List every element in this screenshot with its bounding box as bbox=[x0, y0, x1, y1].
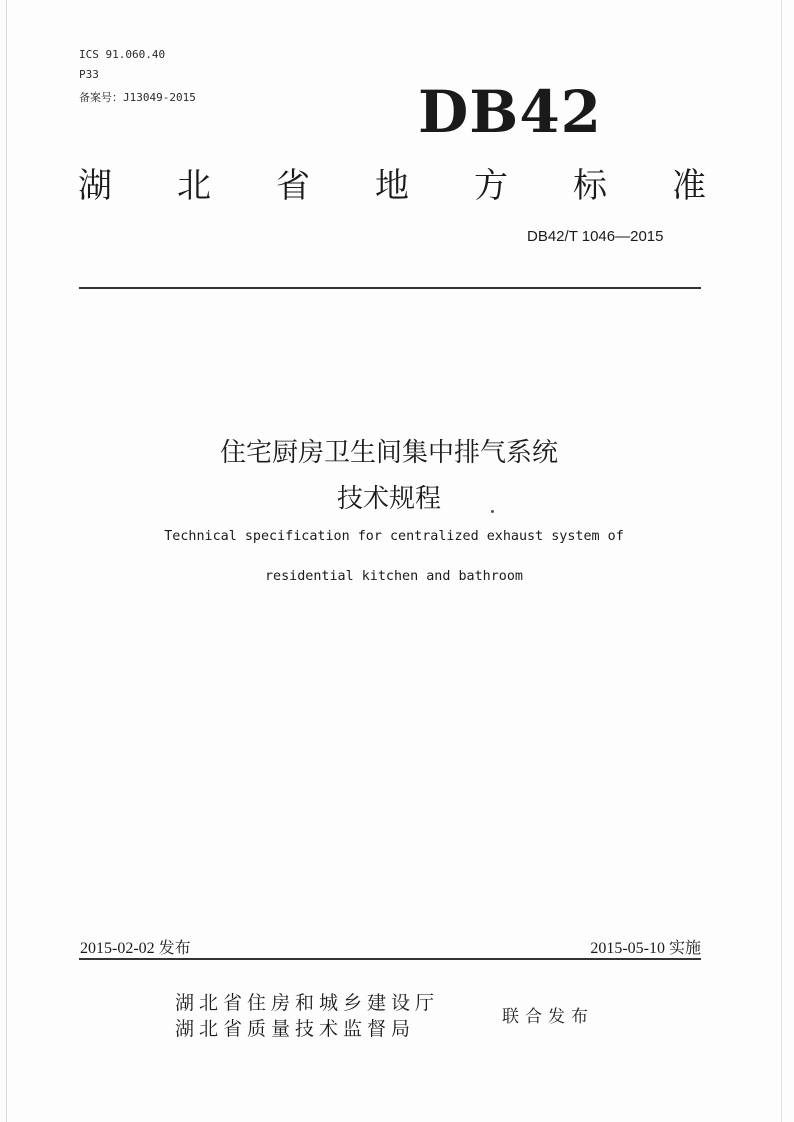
issue-date: 2015-02-02 发布 bbox=[80, 940, 191, 957]
category-char: 北 bbox=[177, 166, 211, 206]
issuer-housing-department: 湖北省住房和城乡建设厅 bbox=[175, 992, 440, 1014]
header-divider bbox=[79, 287, 701, 289]
scan-speck bbox=[491, 510, 494, 513]
scan-edge-right bbox=[781, 0, 782, 1122]
category-char: 准 bbox=[672, 166, 706, 206]
category-char: 地 bbox=[375, 166, 409, 206]
document-title-cn: 住宅厨房卫生间集中排气系统 bbox=[219, 438, 558, 468]
standard-number: DB42/T 1046—2015 bbox=[527, 228, 664, 245]
db42-logo: DB42 bbox=[418, 78, 603, 146]
implementation-date: 2015-05-10 实施 bbox=[590, 940, 701, 957]
category-char: 标 bbox=[573, 166, 607, 206]
category-char: 方 bbox=[474, 166, 508, 206]
ics-code: ICS 91.060.40 bbox=[79, 48, 166, 61]
issuer-quality-bureau: 湖北省质量技术监督局 bbox=[175, 1018, 416, 1040]
document-title-en: Technical specification for centralized exhaust system of bbox=[164, 529, 624, 544]
category-char: 湖 bbox=[78, 166, 112, 206]
category-char: 省 bbox=[276, 166, 310, 206]
document-title-en-line2: residential kitchen and bathroom bbox=[265, 569, 523, 584]
ccs-code: P33 bbox=[79, 68, 99, 81]
scan-edge-left bbox=[6, 0, 7, 1122]
record-number: 备案号：J13049-2015 bbox=[79, 91, 196, 104]
footer-divider bbox=[79, 958, 701, 960]
document-title-cn-line2: 技术规程 bbox=[336, 484, 441, 514]
standard-category bbox=[78, 158, 706, 207]
joint-release-label: 联合发布 bbox=[502, 1007, 594, 1027]
